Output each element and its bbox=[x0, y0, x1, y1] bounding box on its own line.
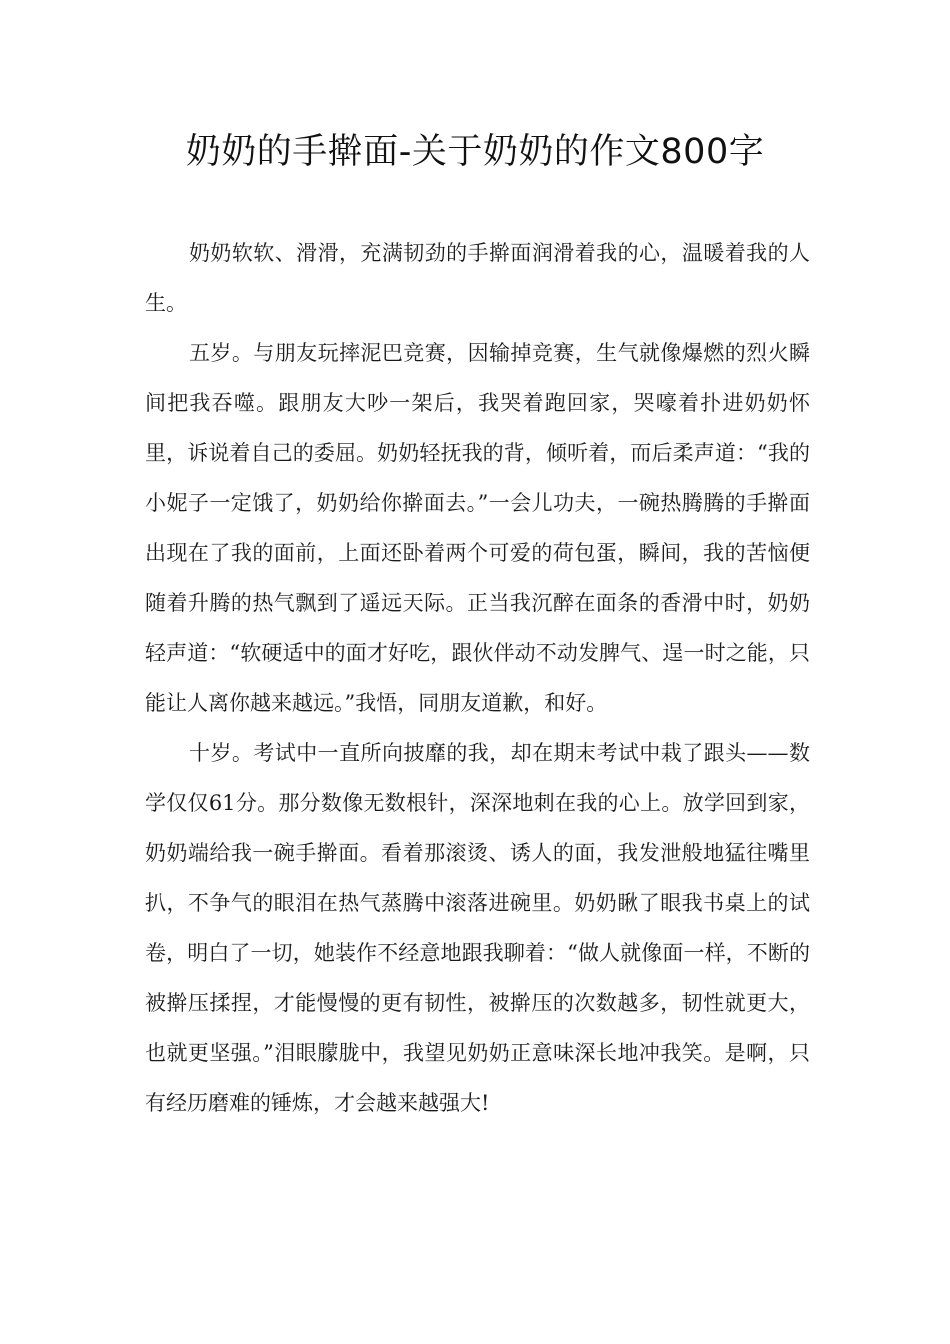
paragraph-intro: 奶奶软软、滑滑，充满韧劲的手擀面润滑着我的心，温暖着我的人生。 bbox=[145, 241, 810, 315]
paragraph-age-five: 五岁。与朋友玩摔泥巴竞赛，因输掉竞赛，生气就像爆燃的烈火瞬间把我吞噬。跟朋友大吵一架后，我哭着跑回家，哭嚎着扑进奶奶怀里，诉说着自己的委屈。奶奶轻抚我的背，倾听着，而后柔声道：“我的小妮子一定饿了，奶奶给你擀面去。”一会儿功夫，一碗热腾腾的手擀面出现在了我的面前，上面还卧着两个可爱的荷包蛋，瞬间，我的苦恼便随着升腾的热气飘到了遥远天际。正当我沉醉在面条的香滑中时，奶奶轻声道：“软硬适中的面才好吃，跟伙伴动不动发脾气、逞一时之能，只能让人离你越来越远。”我悟，同朋友道歉，和好。 bbox=[145, 341, 810, 715]
paragraph-age-ten: 十岁。考试中一直所向披靡的我，却在期末考试中栽了跟头——数学仅仅61分。那分数像无数根针，深深地刺在我的心上。放学回到家，奶奶端给我一碗手擀面。看着那滚烫、诱人的面，我发泄般地猛往嘴里扒，不争气的眼泪在热气蒸腾中滚落进碗里。奶奶瞅了眼我书桌上的试卷，明白了一切，她装作不经意地跟我聊着：“做人就像面一样，不断的被擀压揉捏，才能慢慢的更有韧性，被擀压的次数越多，韧性就更大，也就更坚强。”泪眼朦胧中，我望见奶奶正意味深长地冲我笑。是啊，只有经历磨难的锤炼，才会越来越强大! bbox=[145, 741, 810, 1115]
document-body bbox=[145, 228, 810, 1128]
document-title: 奶奶的手擀面-关于奶奶的作文800字 bbox=[185, 132, 765, 172]
